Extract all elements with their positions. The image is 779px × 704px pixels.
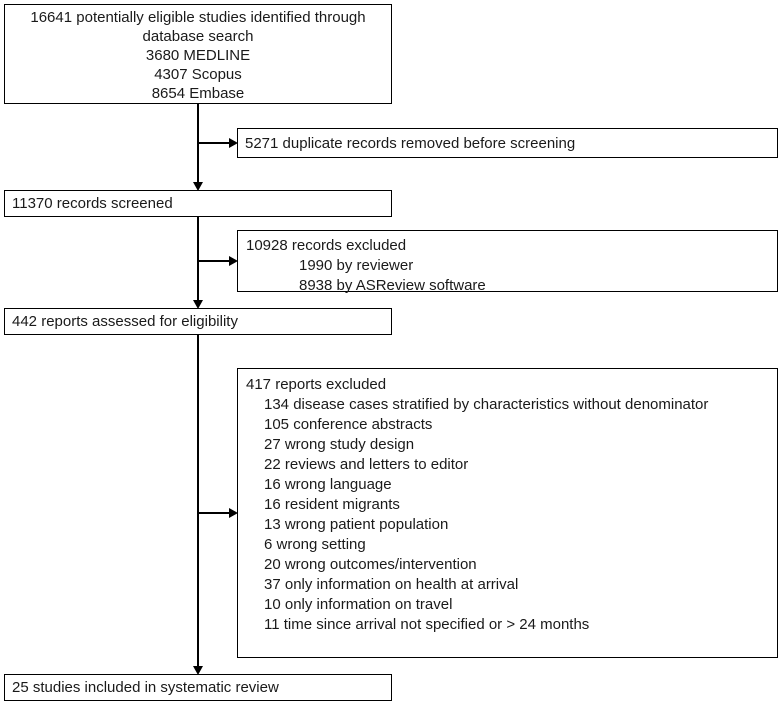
identified-line-3: 3680 MEDLINE <box>145 47 251 64</box>
reports-excluded-item: 105 conference abstracts <box>264 416 433 433</box>
identified-line-1: 16641 potentially eligible studies identified through <box>30 9 366 26</box>
connector-branch-duplicates <box>197 142 230 144</box>
reports-excluded-item: 16 resident migrants <box>264 496 400 513</box>
records-excluded-item: 8938 by ASReview software <box>299 277 486 294</box>
reports-excluded-item: 16 wrong language <box>264 476 392 493</box>
reports-excluded-box <box>237 368 778 658</box>
connector-assessed-to-included <box>197 335 199 667</box>
connector-screened-to-assessed <box>197 217 199 301</box>
arrowhead-down-screened <box>193 182 203 191</box>
reports-excluded-item: 134 disease cases stratified by characteristics without denominator <box>264 396 709 413</box>
records-screened-text: 11370 records screened <box>12 195 173 212</box>
studies-included-text: 25 studies included in systematic review <box>12 679 279 696</box>
arrowhead-right-records-excluded <box>229 256 238 266</box>
records-excluded-title: 10928 records excluded <box>246 237 407 254</box>
reports-excluded-item: 20 wrong outcomes/intervention <box>264 556 477 573</box>
reports-excluded-item: 10 only information on travel <box>264 596 453 613</box>
connector-branch-records-excluded <box>197 260 230 262</box>
reports-excluded-item: 6 wrong setting <box>264 536 366 553</box>
identified-studies-box <box>4 4 392 104</box>
arrowhead-down-assessed <box>193 300 203 309</box>
reports-excluded-item: 11 time since arrival not specified or > 24 months <box>264 616 590 633</box>
duplicates-removed-box <box>237 128 778 158</box>
arrowhead-right-duplicates <box>229 138 238 148</box>
records-excluded-item: 1990 by reviewer <box>299 257 414 274</box>
arrowhead-right-reports-excluded <box>229 508 238 518</box>
records-excluded-box <box>237 230 778 292</box>
reports-excluded-item: 22 reviews and letters to editor <box>264 456 469 473</box>
reports-assessed-box <box>4 308 392 335</box>
duplicates-removed-text: 5271 duplicate records removed before screening <box>245 134 576 152</box>
reports-excluded-item: 37 only information on health at arrival <box>264 576 519 593</box>
reports-excluded-item: 27 wrong study design <box>264 436 415 453</box>
identified-line-4: 4307 Scopus <box>154 66 242 83</box>
records-screened-box <box>4 190 392 217</box>
arrowhead-down-included <box>193 666 203 675</box>
reports-excluded-title: 417 reports excluded <box>246 376 387 393</box>
connector-branch-reports-excluded <box>197 512 230 514</box>
reports-excluded-item: 13 wrong patient population <box>264 516 449 533</box>
studies-included-box <box>4 674 392 701</box>
identified-line-2: database search <box>142 28 254 45</box>
reports-assessed-text: 442 reports assessed for eligibility <box>12 313 238 330</box>
identified-line-5: 8654 Embase <box>151 85 245 102</box>
